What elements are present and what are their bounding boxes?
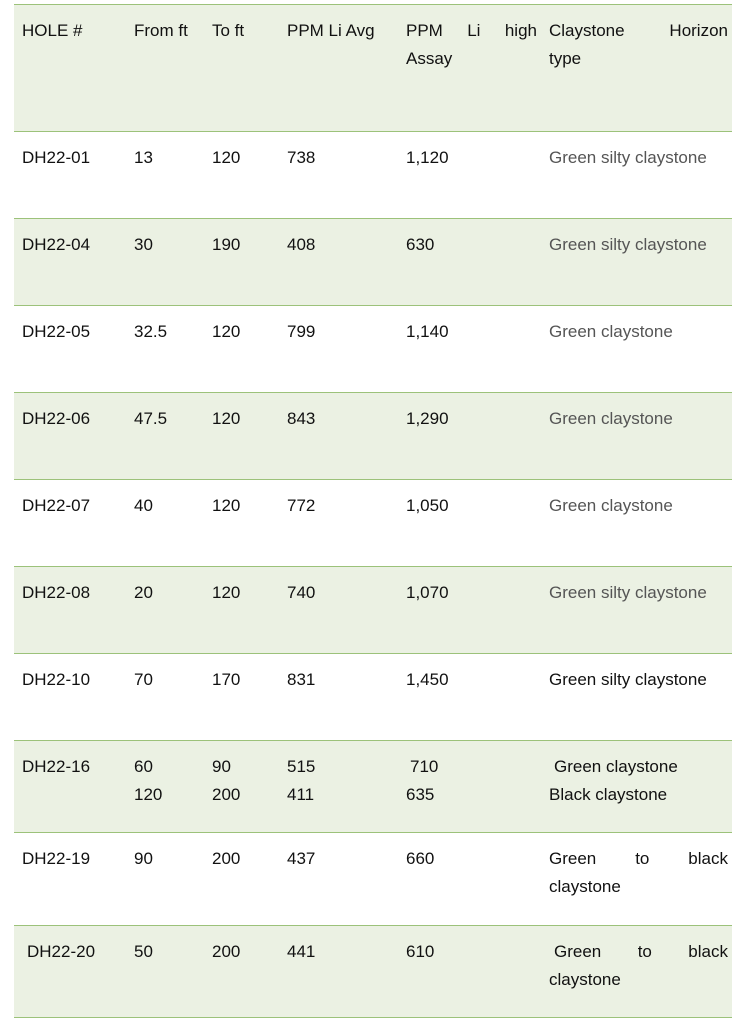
cell-to: 190 bbox=[204, 219, 279, 306]
cell-hole: DH22-20 bbox=[14, 926, 126, 1018]
cell-high: 610 bbox=[398, 926, 541, 1018]
table-row bbox=[14, 833, 732, 926]
header-high-line1: PPM Li high bbox=[406, 21, 537, 40]
header-avg: PPM Li Avg bbox=[279, 5, 398, 132]
cell-high: 1,140 bbox=[398, 306, 541, 393]
cell-hole: DH22-01 bbox=[14, 132, 126, 219]
cell-type bbox=[541, 741, 732, 833]
cell-avg: 740 bbox=[279, 567, 398, 654]
header-type bbox=[541, 5, 732, 132]
cell-type-1: Green claystone bbox=[554, 757, 678, 776]
cell-high: 1,450 bbox=[398, 654, 541, 741]
cell-from-1: 60 bbox=[134, 757, 153, 776]
cell-high-1: 710 bbox=[410, 757, 439, 776]
cell-from: 40 bbox=[126, 480, 204, 567]
cell-avg: 799 bbox=[279, 306, 398, 393]
cell-to: 120 bbox=[204, 306, 279, 393]
cell-avg: 408 bbox=[279, 219, 398, 306]
cell-avg: 843 bbox=[279, 393, 398, 480]
cell-avg: 437 bbox=[279, 833, 398, 926]
header-to: To ft bbox=[204, 5, 279, 132]
table-row bbox=[14, 654, 732, 741]
table-row bbox=[14, 480, 732, 567]
cell-type-line2: claystone bbox=[549, 877, 621, 896]
table-row bbox=[14, 393, 732, 480]
cell-to bbox=[204, 741, 279, 833]
table-row bbox=[14, 926, 732, 1018]
table-row bbox=[14, 306, 732, 393]
header-hole: HOLE # bbox=[14, 5, 126, 132]
cell-hole: DH22-05 bbox=[14, 306, 126, 393]
cell-high: 1,070 bbox=[398, 567, 541, 654]
cell-high bbox=[398, 741, 541, 833]
cell-avg bbox=[279, 741, 398, 833]
cell-type: Green claystone bbox=[541, 480, 732, 567]
cell-to: 120 bbox=[204, 393, 279, 480]
cell-hole: DH22-19 bbox=[14, 833, 126, 926]
cell-high: 1,290 bbox=[398, 393, 541, 480]
header-high-line2: Assay bbox=[406, 49, 453, 68]
table-row bbox=[14, 132, 732, 219]
cell-type: Green silty claystone bbox=[541, 567, 732, 654]
cell-from: 20 bbox=[126, 567, 204, 654]
cell-to: 120 bbox=[204, 567, 279, 654]
cell-to: 120 bbox=[204, 480, 279, 567]
cell-high: 660 bbox=[398, 833, 541, 926]
cell-from: 70 bbox=[126, 654, 204, 741]
cell-to: 120 bbox=[204, 132, 279, 219]
cell-to-2: 200 bbox=[212, 785, 241, 804]
cell-from: 50 bbox=[126, 926, 204, 1018]
cell-type-line2: claystone bbox=[549, 970, 621, 989]
cell-from: 47.5 bbox=[126, 393, 204, 480]
cell-avg: 441 bbox=[279, 926, 398, 1018]
cell-from: 32.5 bbox=[126, 306, 204, 393]
cell-type: Green claystone bbox=[541, 306, 732, 393]
cell-high-2: 635 bbox=[406, 785, 435, 804]
cell-to-1: 90 bbox=[212, 757, 231, 776]
cell-from-2: 120 bbox=[134, 785, 163, 804]
cell-type: Green silty claystone bbox=[541, 219, 732, 306]
cell-hole: DH22-07 bbox=[14, 480, 126, 567]
cell-type-line1: Green to black bbox=[554, 942, 728, 961]
lithium-assay-table bbox=[14, 4, 732, 1018]
cell-from bbox=[126, 741, 204, 833]
header-row bbox=[14, 5, 732, 132]
cell-hole: DH22-10 bbox=[14, 654, 126, 741]
cell-avg: 831 bbox=[279, 654, 398, 741]
cell-avg-1: 515 bbox=[287, 757, 316, 776]
cell-to: 200 bbox=[204, 833, 279, 926]
cell-hole: DH22-06 bbox=[14, 393, 126, 480]
header-type-line1: Claystone Horizon bbox=[549, 21, 728, 40]
table-row bbox=[14, 741, 732, 833]
cell-type: Green silty claystone bbox=[541, 132, 732, 219]
header-from: From ft bbox=[126, 5, 204, 132]
cell-type-line1: Green to black bbox=[549, 849, 728, 868]
cell-from: 90 bbox=[126, 833, 204, 926]
cell-to: 200 bbox=[204, 926, 279, 1018]
cell-high: 1,120 bbox=[398, 132, 541, 219]
header-high bbox=[398, 5, 541, 132]
cell-avg-2: 411 bbox=[287, 785, 315, 804]
cell-high: 1,050 bbox=[398, 480, 541, 567]
cell-avg: 772 bbox=[279, 480, 398, 567]
cell-type: Green silty claystone bbox=[541, 654, 732, 741]
cell-to: 170 bbox=[204, 654, 279, 741]
cell-type bbox=[541, 833, 732, 926]
header-type-line2: type bbox=[549, 49, 582, 68]
cell-type bbox=[541, 926, 732, 1018]
cell-avg: 738 bbox=[279, 132, 398, 219]
cell-hole: DH22-08 bbox=[14, 567, 126, 654]
table-row bbox=[14, 219, 732, 306]
cell-from: 13 bbox=[126, 132, 204, 219]
cell-hole: DH22-16 bbox=[14, 741, 126, 833]
cell-type: Green claystone bbox=[541, 393, 732, 480]
cell-from: 30 bbox=[126, 219, 204, 306]
cell-type-2: Black claystone bbox=[549, 785, 668, 804]
table-row bbox=[14, 567, 732, 654]
cell-hole: DH22-04 bbox=[14, 219, 126, 306]
cell-high: 630 bbox=[398, 219, 541, 306]
